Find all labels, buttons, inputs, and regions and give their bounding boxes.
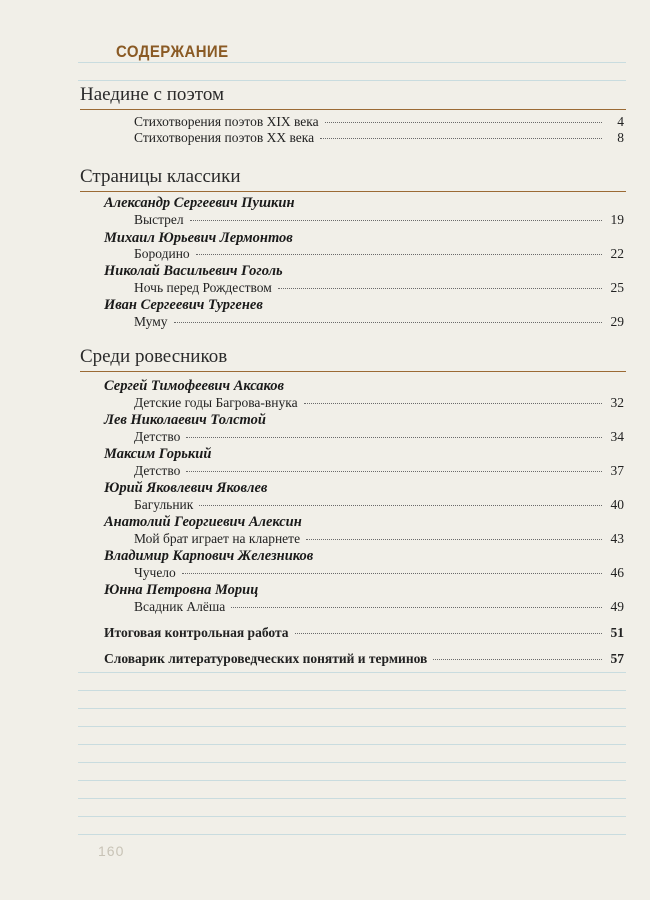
entry-title: Багульник (134, 497, 194, 512)
entry-page: 51 (610, 625, 624, 640)
toc-entry[interactable] (134, 429, 624, 445)
author-name: Юрий Яковлевич Яковлев (104, 480, 268, 496)
author-name: Юнна Петровна Мориц (104, 582, 259, 598)
toc-entry-final-test[interactable] (104, 625, 624, 641)
author-name: Михаил Юрьевич Лермонтов (104, 230, 293, 246)
section-divider (80, 109, 626, 110)
entry-page: 40 (610, 497, 624, 512)
section-heading: Среди ровесников (80, 346, 228, 367)
toc-entry[interactable] (134, 463, 624, 479)
author-name: Владимир Карпович Железников (104, 548, 314, 564)
dot-leader (199, 504, 602, 506)
entry-title: Выстрел (134, 212, 184, 227)
page-number: 160 (98, 843, 125, 859)
entry-page: 57 (610, 651, 624, 666)
entry-page: 29 (610, 314, 624, 329)
entry-title: Детство (134, 463, 181, 478)
ruled-line (78, 816, 626, 817)
entry-title: Чучело (134, 565, 176, 580)
author-name: Максим Горький (104, 446, 212, 462)
ruled-line (78, 62, 626, 63)
entry-page: 34 (610, 429, 624, 444)
entry-page: 32 (610, 395, 624, 410)
toc-entry-glossary[interactable] (104, 651, 624, 667)
ruled-line (78, 744, 626, 745)
section-heading: Наедине с поэтом (80, 84, 224, 105)
entry-page: 19 (610, 212, 624, 227)
entry-page: 22 (610, 246, 624, 261)
dot-leader (231, 606, 602, 608)
dot-leader (196, 253, 602, 255)
toc-entry[interactable] (134, 212, 624, 228)
dot-leader (182, 572, 602, 574)
section-divider (80, 371, 626, 372)
dot-leader (433, 658, 602, 660)
entry-page: 46 (610, 565, 624, 580)
toc-entry[interactable] (134, 114, 624, 130)
dot-leader (306, 538, 602, 540)
entry-title: Стихотворения поэтов XX века (134, 130, 315, 145)
toc-entry[interactable] (134, 246, 624, 262)
toc-entry[interactable] (134, 314, 624, 330)
author-name: Анатолий Георгиевич Алексин (104, 514, 302, 530)
entry-page: 25 (610, 280, 624, 295)
author-name: Сергей Тимофеевич Аксаков (104, 378, 285, 394)
author-name: Иван Сергеевич Тургенев (104, 297, 263, 313)
entry-page: 37 (610, 463, 624, 478)
entry-title: Словарик литературоведческих понятий и терминов (104, 651, 428, 666)
page-title: СОДЕРЖАНИЕ (116, 42, 229, 61)
dot-leader (325, 121, 602, 123)
toc-entry[interactable] (134, 395, 624, 411)
dot-leader (320, 137, 602, 139)
entry-page: 43 (610, 531, 624, 546)
entry-page: 49 (610, 599, 624, 614)
entry-page: 8 (617, 130, 624, 145)
entry-title: Ночь перед Рождеством (134, 280, 272, 295)
dot-leader (174, 321, 602, 323)
ruled-line (78, 798, 626, 799)
dot-leader (186, 436, 602, 438)
ruled-line (78, 690, 626, 691)
entry-title: Детство (134, 429, 181, 444)
dot-leader (295, 632, 602, 634)
dot-leader (186, 470, 602, 472)
ruled-line (78, 80, 626, 81)
entry-title: Мой брат играет на кларнете (134, 531, 301, 546)
section-divider (80, 191, 626, 192)
entry-title: Всадник Алёша (134, 599, 226, 614)
ruled-line (78, 726, 626, 727)
dot-leader (304, 402, 602, 404)
ruled-line (78, 708, 626, 709)
toc-entry[interactable] (134, 280, 624, 296)
toc-entry[interactable] (134, 531, 624, 547)
ruled-line (78, 672, 626, 673)
ruled-line (78, 762, 626, 763)
toc-entry[interactable] (134, 599, 624, 615)
entry-title: Итоговая контрольная работа (104, 625, 289, 640)
entry-page: 4 (617, 114, 624, 129)
author-name: Николай Васильевич Гоголь (104, 263, 283, 279)
entry-title: Бородино (134, 246, 190, 261)
toc-entry[interactable] (134, 130, 624, 146)
toc-entry[interactable] (134, 565, 624, 581)
author-name: Лев Николаевич Толстой (104, 412, 266, 428)
entry-title: Стихотворения поэтов XIX века (134, 114, 319, 129)
entry-title: Муму (134, 314, 168, 329)
author-name: Александр Сергеевич Пушкин (104, 195, 295, 211)
dot-leader (190, 219, 602, 221)
entry-title: Детские годы Багрова-внука (134, 395, 298, 410)
dot-leader (278, 287, 602, 289)
toc-entry[interactable] (134, 497, 624, 513)
ruled-line (78, 780, 626, 781)
section-heading: Страницы классики (80, 166, 241, 187)
ruled-line (78, 834, 626, 835)
